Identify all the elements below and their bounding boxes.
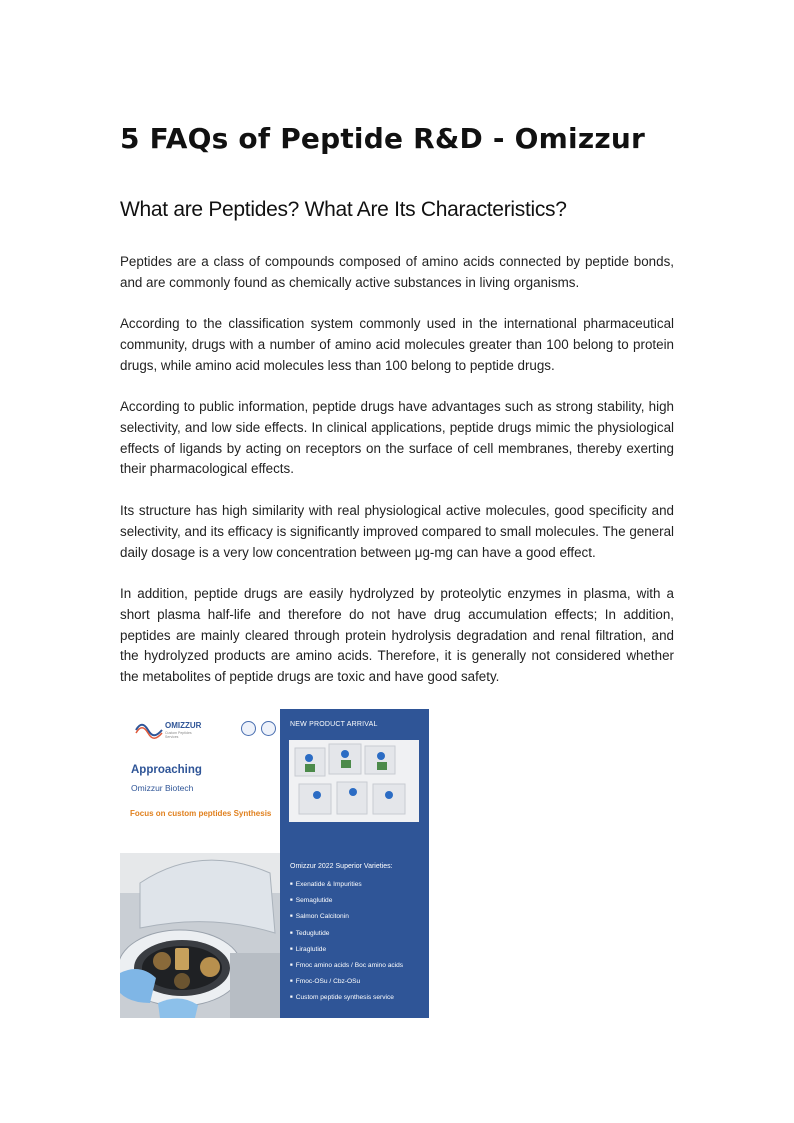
variety-item: ■ Liraglutide — [290, 946, 403, 962]
certification-badge-icon — [261, 721, 276, 736]
flyer-right-panel — [280, 709, 429, 1018]
paragraph-1: Peptides are a class of compounds composed of amino acids connected by peptide bonds, and are commonly found as chemically active substances in living organisms. — [120, 254, 674, 290]
paragraph-3: According to public information, peptide drugs have advantages such as strong stability, high selectivity, and low side effects. In clinical applications, peptide drugs mimic the physiological effects of ligands by acting on receptors on the surface of cell membranes, thereby exerting their pharmacological effects. — [120, 399, 674, 477]
logo-subtext: Custom Peptides Services — [165, 731, 192, 739]
paragraph-4: Its structure has high similarity with real physiological active molecules, good specificity and selectivity, and its efficacy is significantly improved compared to small molecules. The general daily dosage is a very low concentration between μg-mg can have a good effect. — [120, 503, 674, 560]
variety-item: ■ Salmon Calcitonin — [290, 913, 403, 929]
page-title: 5 FAQs of Peptide R&D - Omizzur — [120, 122, 645, 155]
new-arrival-label: NEW PRODUCT ARRIVAL — [290, 721, 378, 728]
variety-item: ■ Teduglutide — [290, 930, 403, 946]
flyer-tagline: Focus on custom peptides Synthesis — [130, 809, 272, 818]
varieties-list — [290, 881, 403, 1011]
product-flyer-image — [120, 709, 429, 1018]
variety-item: ■ Semaglutide — [290, 897, 403, 913]
paragraph-2: According to the classification system commonly used in the international pharmaceutical community, drugs with a number of amino acid molecules greater than 100 belong to protein drugs, while amino acid molecules less than 100 belong to peptide drugs. — [120, 316, 674, 373]
flyer-left-panel — [120, 709, 280, 853]
logo-mark-icon — [134, 721, 164, 739]
variety-item: ■ Custom peptide synthesis service — [290, 994, 403, 1010]
varieties-title: Omizzur 2022 Superior Varieties: — [290, 863, 393, 870]
lab-centrifuge-photo — [120, 853, 280, 1018]
paragraph-5: In addition, peptide drugs are easily hydrolyzed by proteolytic enzymes in plasma, with a short plasma half-life and therefore do not have drug accumulation effects; In addition, peptides are mainly cleared through protein hydrolysis degradation and renal filtration, and the hydrolyzed products are amino acids. Therefore, it is generally not considered whether the metabolites of peptide drugs are toxic and have good safety. — [120, 586, 674, 685]
certification-badge-icon — [241, 721, 256, 736]
flyer-company-name: Omizzur Biotech — [131, 783, 194, 793]
company-logo — [134, 721, 204, 739]
variety-item: ■ Fmoc-OSu / Cbz-OSu — [290, 978, 403, 994]
logo-text: OMIZZUR — [165, 721, 202, 730]
section-heading: What are Peptides? What Are Its Characteristics? — [120, 198, 567, 221]
variety-item: ■ Fmoc amino acids / Boc amino acids — [290, 962, 403, 978]
variety-item: ■ Exenatide & Impurities — [290, 881, 403, 897]
flyer-headline: Approaching — [131, 764, 202, 776]
product-bottles-photo — [289, 740, 419, 822]
